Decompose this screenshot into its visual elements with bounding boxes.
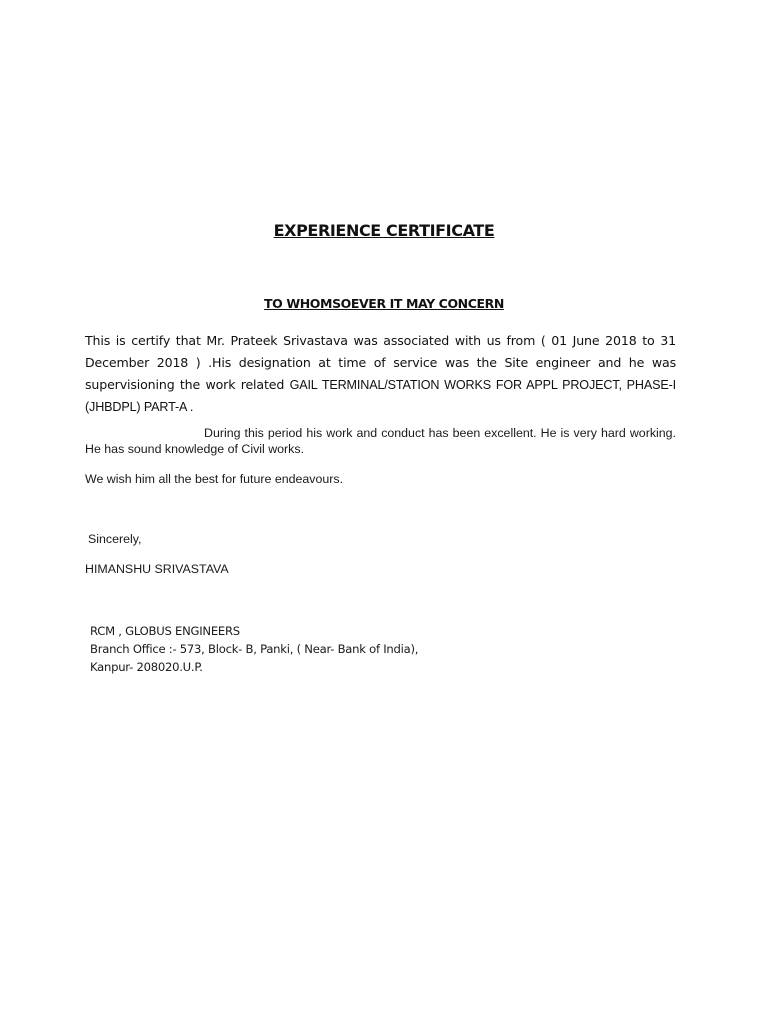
wishes-paragraph: We wish him all the best for future endeavours. bbox=[85, 472, 344, 486]
conduct-paragraph bbox=[85, 425, 676, 457]
project-name-text: GAIL TERMINAL/STATION WORKS FOR APPL PROJECT, PHASE-I (JHBDPL) PART-A . bbox=[85, 378, 676, 414]
closing-salutation: Sincerely, bbox=[88, 532, 142, 546]
document-subtitle: TO WHOMSOEVER IT MAY CONCERN bbox=[264, 296, 504, 311]
address-line-city: Kanpur- 208020.U.P. bbox=[90, 660, 203, 674]
conduct-text: During this period his work and conduct has been excellent. He is very hard working. He has sound knowledge of Civil works. bbox=[85, 426, 676, 456]
address-line-company: RCM , GLOBUS ENGINEERS bbox=[90, 624, 240, 638]
certification-paragraph bbox=[85, 330, 676, 418]
document-title: EXPERIENCE CERTIFICATE bbox=[273, 221, 495, 240]
address-line-branch: Branch Office :- 573, Block- B, Panki, ( Near- Bank of India), bbox=[90, 642, 419, 656]
certification-text: This is certify that Mr. Prateek Srivastava was associated with us from ( 01 June 2018 to 31 December 2018 ) .His designation at time of service was the Site engineer and he was supervisioning the work related bbox=[85, 333, 676, 392]
company-address bbox=[90, 622, 418, 676]
signer-name: HIMANSHU SRIVASTAVA bbox=[85, 562, 229, 576]
